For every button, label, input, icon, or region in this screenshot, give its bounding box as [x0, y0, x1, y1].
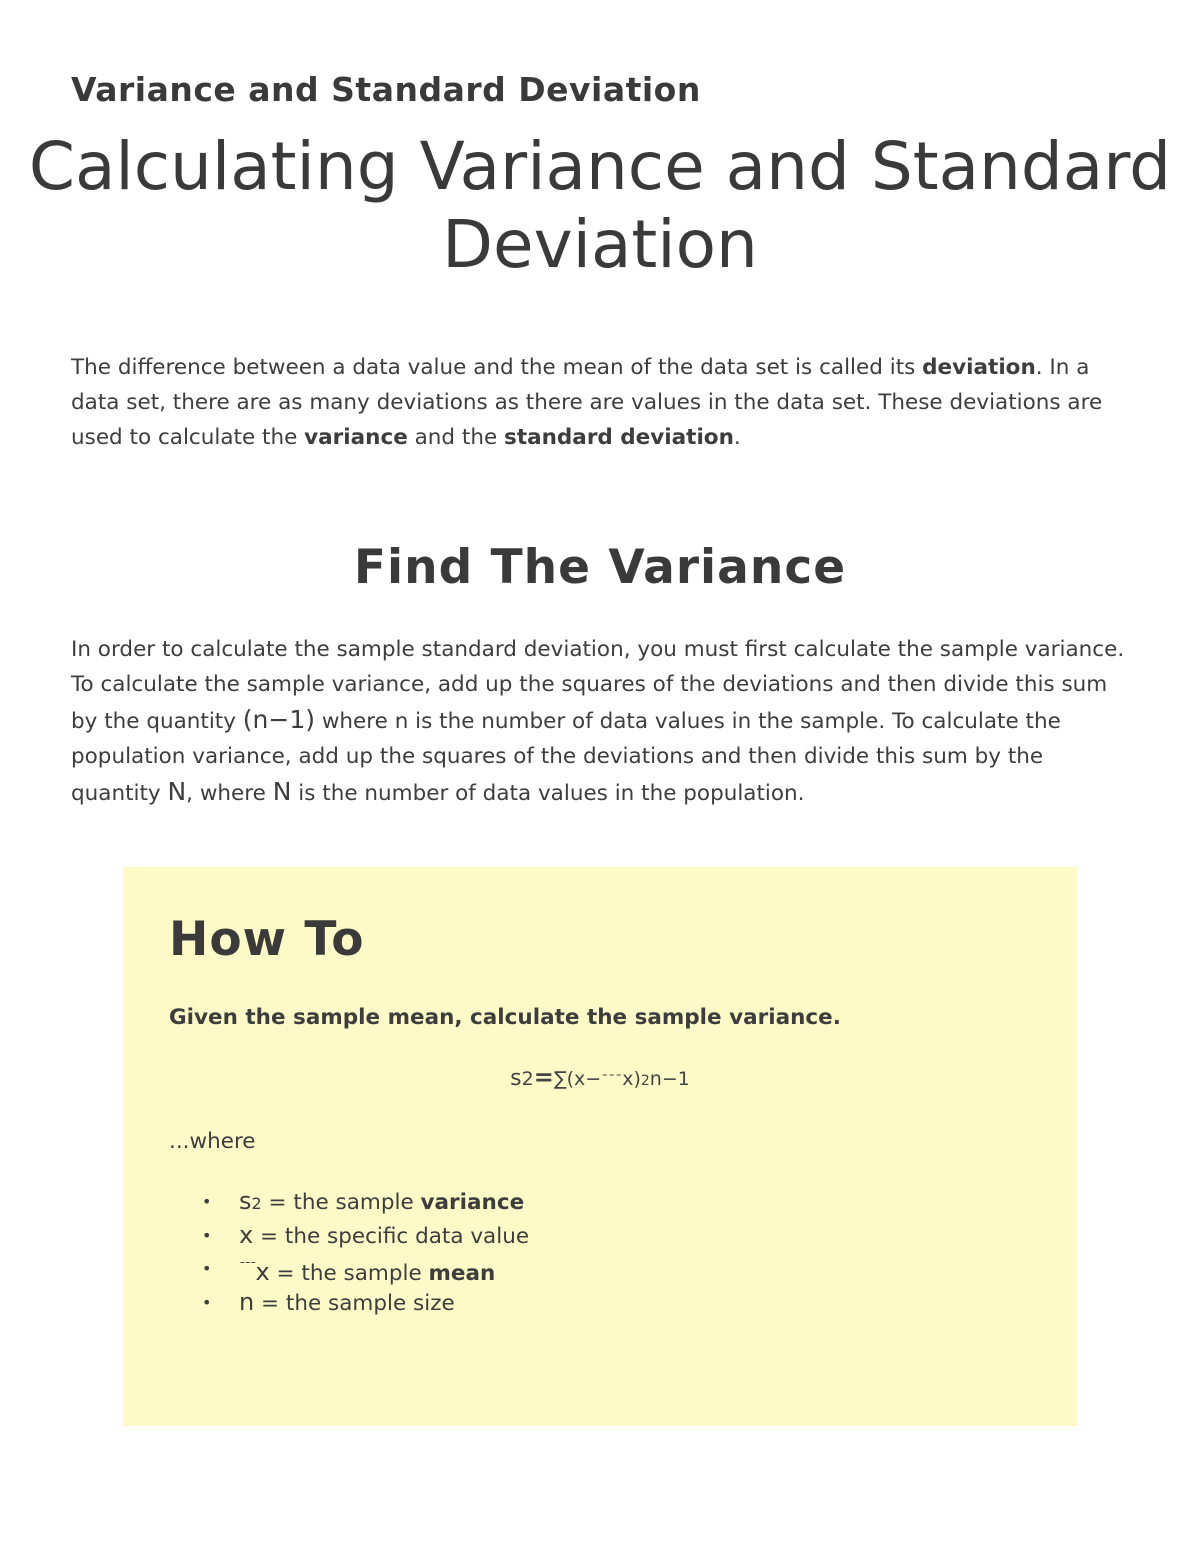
def-exponent: 2: [251, 1194, 262, 1213]
definition-item-x: [169, 1219, 529, 1253]
def-text: = the sample: [269, 1261, 429, 1286]
formula-bar: ¯¯¯: [601, 1073, 623, 1089]
intro-text-2: . In a data set, there are as many deviations as there are values in the data set. These deviations are used to calculate the: [71, 355, 1103, 450]
def-symbol: n: [239, 1287, 255, 1316]
intro-text-4: .: [733, 425, 741, 450]
def-bold: mean: [428, 1261, 496, 1286]
fv-text-2: where n is the number of data values in the sample. To calculate the population variance, add up the squares of the deviations and then divide this sum by the quantity: [71, 709, 1061, 806]
formula-square: 2: [640, 1073, 650, 1089]
formula-equals: =: [533, 1063, 554, 1091]
formula-sum: ∑(x−: [553, 1068, 602, 1090]
term-deviation: deviation: [922, 355, 1036, 380]
where-label: ...where: [169, 1129, 256, 1154]
definition-item-n: [169, 1286, 529, 1320]
intro-text-3: and the: [407, 425, 505, 450]
formula-s: s: [510, 1066, 522, 1091]
def-symbol: s: [239, 1187, 252, 1215]
def-bar: ¯¯¯: [239, 1261, 256, 1276]
formula-denominator: n−1: [649, 1068, 690, 1090]
term-standard-deviation: standard deviation: [504, 425, 734, 450]
def-text: = the sample size: [254, 1290, 455, 1316]
def-text: = the specific data value: [253, 1223, 530, 1249]
fv-text-1: In order to calculate the sample standard deviation, you must first calculate the sample variance. To calculate the sample variance, add up the squares of the deviations and then divide this sum by the quantity: [71, 637, 1125, 734]
def-symbol: x: [255, 1258, 270, 1286]
section-heading-find-variance: Find The Variance: [353, 540, 847, 595]
bullet-icon: •: [202, 1292, 212, 1312]
find-variance-paragraph: [71, 632, 1136, 811]
how-to-title: How To: [169, 912, 365, 967]
def-text: = the sample: [261, 1190, 421, 1215]
bullet-icon: •: [202, 1259, 212, 1278]
how-to-callout: [123, 867, 1077, 1426]
definition-list: [169, 1185, 529, 1319]
intro-paragraph: [71, 350, 1136, 455]
intro-text-1: The difference between a data value and the mean of the data set is called its: [71, 355, 923, 380]
def-bold: variance: [420, 1190, 525, 1215]
fv-text-3: , where: [186, 781, 273, 806]
definition-item-x-bar: [169, 1252, 529, 1286]
def-symbol: x: [239, 1220, 254, 1249]
bullet-icon: •: [202, 1225, 212, 1245]
math-n-minus-1: (n−1): [242, 705, 316, 734]
definition-item-s2: [169, 1185, 529, 1219]
bullet-icon: •: [202, 1192, 212, 1211]
how-to-subtitle: Given the sample mean, calculate the sample variance.: [169, 1005, 841, 1030]
sample-variance-formula: [123, 1063, 1077, 1091]
document-header-title: Variance and Standard Deviation: [71, 70, 701, 109]
term-variance: variance: [304, 425, 408, 450]
fv-text-4: is the number of data values in the population.: [291, 781, 805, 806]
math-N-second: N: [272, 777, 292, 806]
formula-exponent: 2: [521, 1068, 534, 1090]
page-title: Calculating Variance and Standard Deviation: [28, 128, 1172, 283]
math-N-first: N: [167, 777, 187, 806]
formula-x-close: x): [622, 1068, 641, 1090]
